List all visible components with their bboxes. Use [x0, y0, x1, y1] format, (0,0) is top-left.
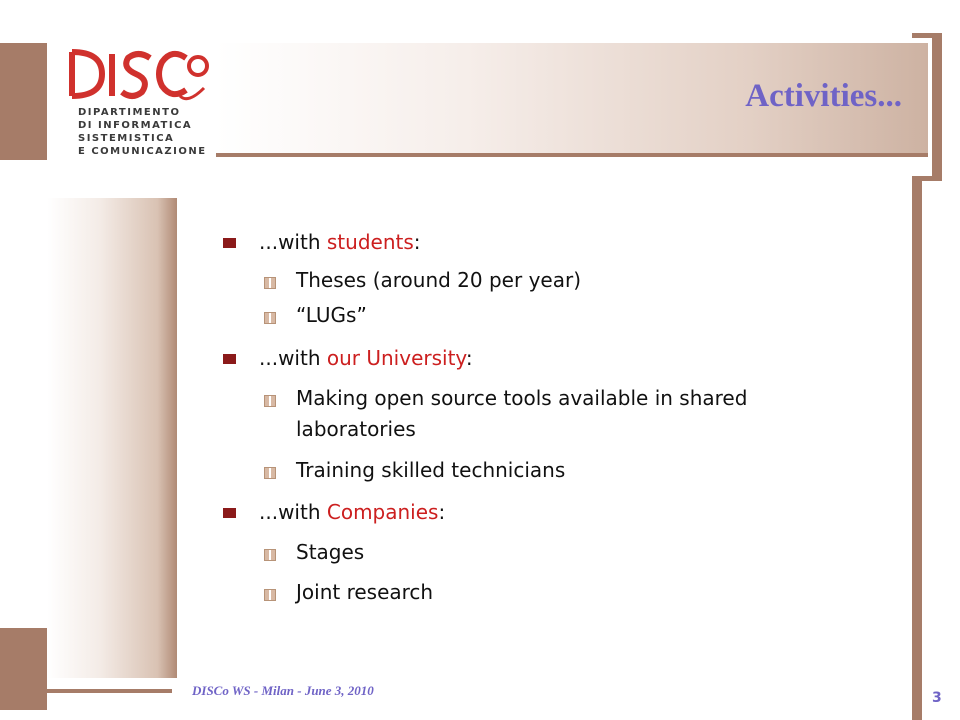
subitem-text: Training skilled technicians	[296, 458, 566, 482]
disco-logo	[68, 44, 218, 162]
bullet-suffix: :	[438, 500, 446, 524]
bullet-text	[259, 230, 421, 254]
sub-bullet-icon	[264, 549, 276, 561]
logo-line: E COMUNICAZIONE	[78, 146, 207, 157]
subitem-text: Theses (around 20 per year)	[296, 268, 581, 292]
bullet-prefix: ...with	[259, 346, 327, 370]
left-frame-bar-top	[0, 43, 47, 160]
slide-title: Activities...	[745, 78, 902, 114]
bullet-highlight: Companies	[326, 500, 439, 524]
sub-bullet-icon	[264, 312, 276, 324]
bullet-text	[259, 346, 473, 370]
subitem-text: “LUGs”	[296, 303, 367, 327]
logo-line: DIPARTIMENTO	[78, 107, 181, 118]
footer-divider	[47, 689, 172, 693]
bullet-suffix: :	[465, 346, 473, 370]
bullet-highlight: our University	[326, 346, 466, 370]
sub-bullet-icon	[264, 395, 276, 407]
subitem-text: Joint research	[296, 580, 434, 604]
sub-bullet-icon	[264, 589, 276, 601]
disco-logo-mark	[68, 44, 218, 106]
bullet-square-icon	[223, 238, 236, 248]
bullet-text	[259, 500, 445, 524]
bullet-prefix: ...with	[259, 230, 327, 254]
logo-department-name	[78, 106, 207, 158]
left-gradient-strip	[47, 198, 177, 678]
logo-line: SISTEMISTICA	[78, 133, 175, 144]
right-bracket-upper	[932, 33, 942, 181]
left-frame-bar-bottom	[0, 628, 47, 710]
header-divider	[216, 153, 928, 157]
subitem-text: Stages	[296, 540, 365, 564]
right-bracket-lower	[912, 176, 922, 720]
bullet-highlight: students	[326, 230, 414, 254]
sub-bullet-icon	[264, 277, 276, 289]
bullet-square-icon	[223, 354, 236, 364]
subitem-text: Making open source tools available in shared laboratories	[296, 386, 748, 441]
bullet-prefix: ...with	[259, 500, 327, 524]
slide-footer: DISCo WS - Milan - June 3, 2010	[192, 683, 374, 698]
sub-bullet-icon	[264, 467, 276, 479]
bullet-square-icon	[223, 508, 236, 518]
bullet-suffix: :	[413, 230, 421, 254]
page-number: 3	[932, 690, 942, 706]
logo-line: DI INFORMATICA	[78, 120, 193, 131]
